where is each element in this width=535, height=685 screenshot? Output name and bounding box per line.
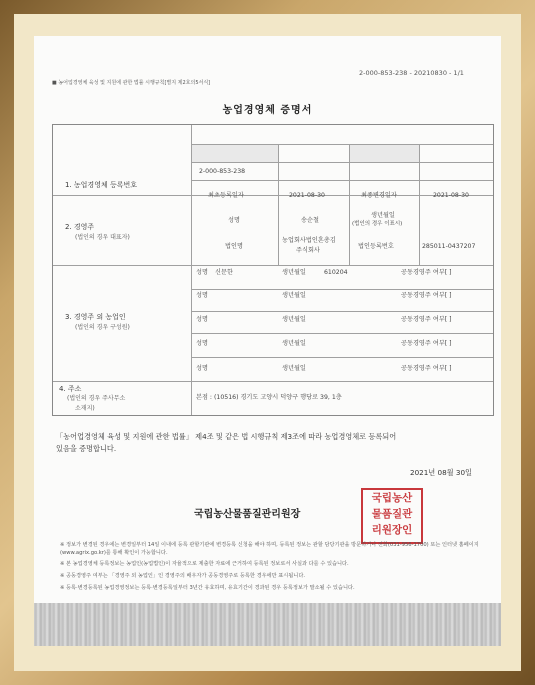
certificate-document	[34, 36, 501, 646]
corp-reg-label: 법인등록번호	[358, 243, 394, 250]
member-name-label: 성명	[196, 269, 208, 276]
last-change-date: 2021-08-30	[433, 192, 469, 199]
member-birth-label: 생년월일	[282, 365, 306, 372]
first-reg-date: 2021-08-30	[289, 192, 325, 199]
header-cell-shade	[192, 144, 278, 162]
birth-label: 생년월일	[371, 212, 395, 219]
address: 본점 : (10516) 경기도 고양시 덕양구 행당로 39, 1층	[196, 394, 342, 401]
corp-name-line-2: 주식회사	[296, 247, 320, 254]
member-joint-flag: 공동경영주 여부[ ]	[401, 365, 452, 372]
registration-number: 2-000-853-238	[199, 168, 246, 175]
seal-line: 물품질관	[371, 508, 413, 520]
footnote: ※ 본 농업경영체 등록정보는 농업인(농업법인)이 자율적으로 제출한 자료에 근거하여 등록된 정보로서 사실과 다를 수 있습니다.	[60, 561, 349, 567]
owner-name: 송순철	[301, 217, 319, 224]
member-birth-label: 생년월일	[282, 340, 306, 347]
seal-line: 국립농산	[371, 492, 413, 504]
certification-text-line-2: 있음을 증명합니다.	[56, 444, 117, 453]
member-joint-flag: 공동경영주 여부[ ]	[401, 292, 452, 299]
issue-date: 2021년 08월 30일	[410, 468, 472, 477]
first-reg-label: 최초등록일자	[208, 192, 244, 199]
certification-text-line-1: 「농어업경영체 육성 및 지원에 관한 법률」 제4조 및 같은 법 시행규칙 제3조에 따라 농업경영체로 등록되어	[56, 432, 397, 441]
section-2-label: 2. 경영주	[65, 223, 95, 231]
birth-label-note: (법인의 경우 이표시)	[352, 221, 403, 227]
owner-name-label: 성명	[228, 217, 240, 224]
seal-line: 리원장인	[371, 524, 413, 536]
form-reference: ■ 농어업경영체 육성 및 지원에 관한 법률 시행규칙[별지 제2호의5서식]	[52, 80, 211, 86]
corp-reg-number: 285011-0437207	[422, 243, 476, 250]
section-2-sub: (법인의 경우 대표자)	[75, 234, 130, 241]
document-code: 2-000-853-238 - 20210830 - 1/1	[359, 69, 464, 77]
member-birth: 610204	[324, 269, 348, 276]
last-change-label: 최종변경일자	[361, 192, 397, 199]
header-cell-shade	[349, 144, 419, 162]
corp-name-label: 법인명	[225, 243, 243, 250]
section-4-sub-2: 소재지)	[75, 405, 95, 412]
section-4-label: 4. 주소	[59, 385, 82, 393]
section-3-sub: (법인의 경우 구성원)	[75, 324, 130, 331]
footnote: ※ 정보가 변경된 경우에는 변경일부터 14일 이내에 등록 관할기관에 변경등록 신청을 해야 하며, 등록된 정보는 관할 담당기관을 방문하거나 전화(031-956-1700) 또는 인터넷 홈페이지(www.agrix.go.kr)를 통해 확인이 가능합니다.	[60, 542, 479, 556]
member-joint-flag: 공동경영주 여부[ ]	[401, 316, 452, 323]
member-name-label: 성명	[196, 316, 208, 323]
issuer-name: 국립농산물품질관리원장	[194, 509, 301, 520]
member-name-label: 성명	[196, 292, 208, 299]
member-name-label: 성명	[196, 365, 208, 372]
member-name-label: 성명	[196, 340, 208, 347]
info-table	[52, 124, 494, 416]
section-4-sub-1: (법인의 경우 주사무소	[67, 395, 126, 402]
official-seal-stamp	[361, 488, 423, 544]
member-birth-label: 생년월일	[282, 316, 306, 323]
member-birth-label: 생년월일	[282, 292, 306, 299]
document-title: 농업경영체 증명서	[222, 105, 313, 116]
scan-barcode-strip	[34, 603, 501, 646]
section-3-label: 3. 경영주 외 농업인	[65, 313, 126, 321]
section-1-label: 1. 농업경영체 등록번호	[65, 181, 137, 189]
corp-name-line-1: 농업회사법인혼총김	[282, 237, 336, 244]
member-joint-flag: 공동경영주 여부[ ]	[401, 340, 452, 347]
footnote: ※ 공동경영주 여부는 「경영주 외 농업인」인 경영주의 배우자가 공동경영주로 등록한 경우에만 표시됩니다.	[60, 573, 305, 579]
footnote: ※ 등록·변경등록된 농업경영정보는 등록·변경등록일부터 3년간 유효하며, 유효기간이 경과된 경우 등록정보가 말소될 수 있습니다.	[60, 585, 355, 591]
member-birth-label: 생년월일	[282, 269, 306, 276]
member-joint-flag: 공동경영주 여부[ ]	[401, 269, 452, 276]
member-name: 신문한	[215, 269, 233, 276]
